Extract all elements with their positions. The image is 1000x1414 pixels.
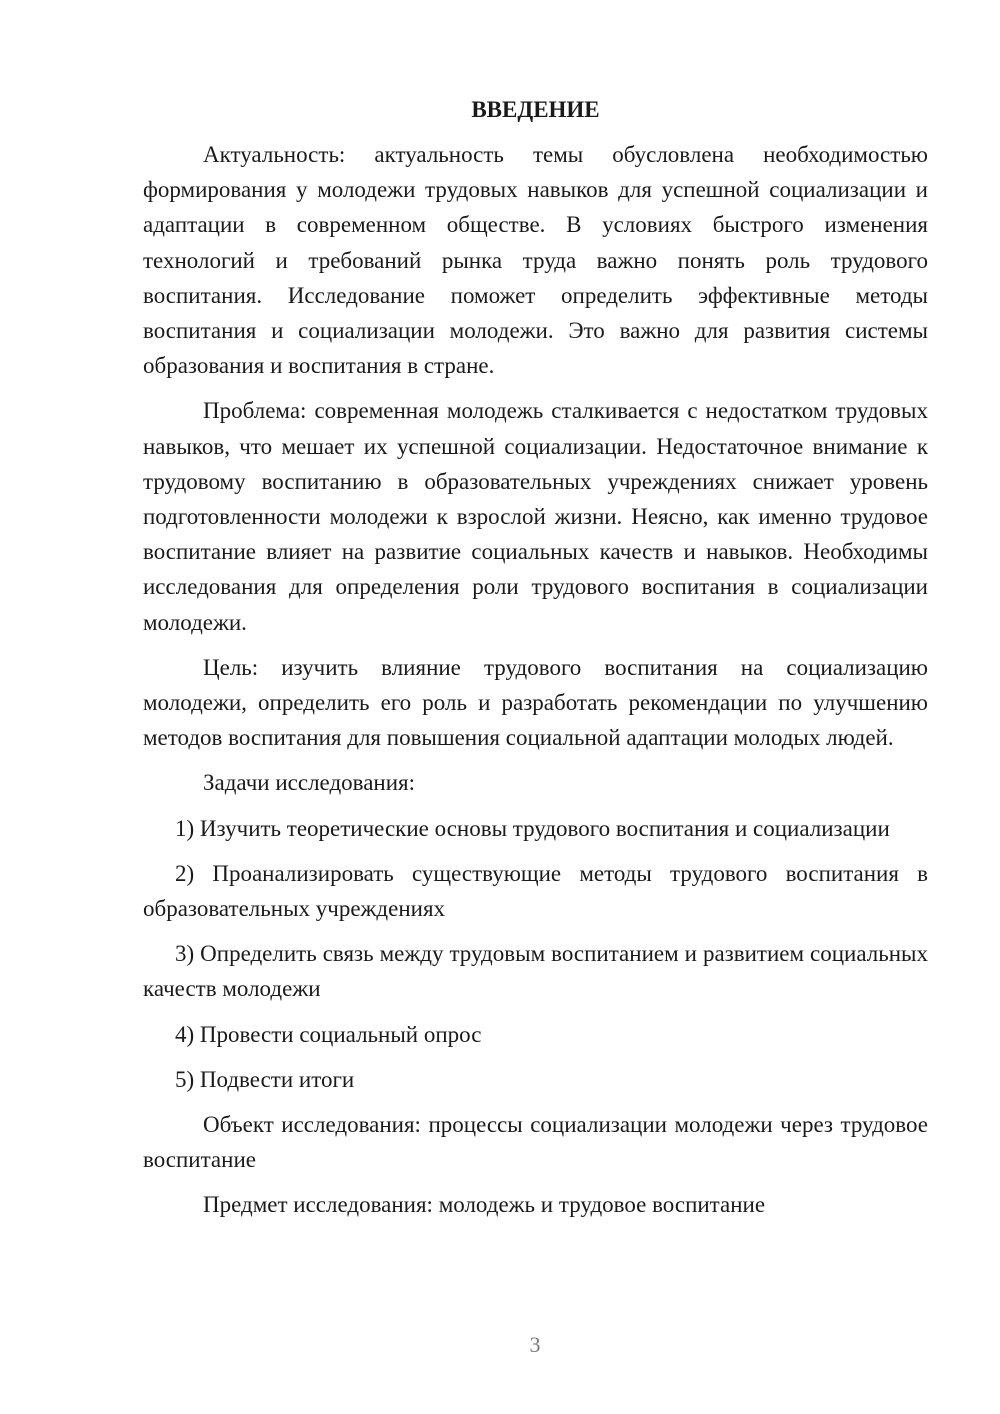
paragraph-problem: Проблема: современная молодежь сталкивается с недостатком трудовых навыков, что мешает их успешной социализации. Недостаточное внимание к трудовому воспитанию в образовательных учреждениях снижает уровень подготовленности молодежи к взрослой жизни. Неясно, как именно трудовое воспитание влияет на развитие социальных качеств и навыков. Необходимы исследования для определения роли трудового воспитания в социализации молодежи. bbox=[143, 398, 928, 635]
section-heading: ВВЕДЕНИЕ bbox=[471, 97, 600, 122]
page-number: 3 bbox=[529, 1332, 541, 1357]
task-item-3: 3) Определить связь между трудовым воспитанием и развитием социальных качеств молодежи bbox=[143, 941, 928, 1002]
task-item-1: 1) Изучить теоретические основы трудового воспитания и социализации bbox=[175, 815, 890, 841]
task-item-4: 4) Провести социальный опрос bbox=[175, 1021, 482, 1047]
paragraph-object: Объект исследования: процессы социализации молодежи через трудовое воспитание bbox=[143, 1112, 928, 1173]
paragraph-tasks-intro: Задачи исследования: bbox=[203, 770, 416, 796]
task-item-5: 5) Подвести итоги bbox=[175, 1066, 355, 1092]
paragraph-relevance: Актуальность: актуальность темы обусловлена необходимостью формирования у молодежи трудовых навыков для успешной социализации и адаптации в современном обществе. В условиях быстрого изменения технологий и требований рынка труда важно понять роль трудового воспитания. Исследование поможет определить эффективные методы воспитания и социализации молодежи. Это важно для развития системы образования и воспитания в стране. bbox=[143, 142, 928, 379]
paragraph-subject: Предмет исследования: молодежь и трудовое воспитание bbox=[203, 1192, 766, 1218]
paragraph-goal: Цель: изучить влияние трудового воспитания на социализацию молодежи, определить его роль и разработать рекомендации по улучшению методов воспитания для повышения социальной адаптации молодых людей. bbox=[143, 654, 928, 751]
task-item-2: 2) Проанализировать существующие методы трудового воспитания в образовательных учреждениях bbox=[143, 860, 928, 922]
document-body bbox=[143, 92, 928, 1233]
